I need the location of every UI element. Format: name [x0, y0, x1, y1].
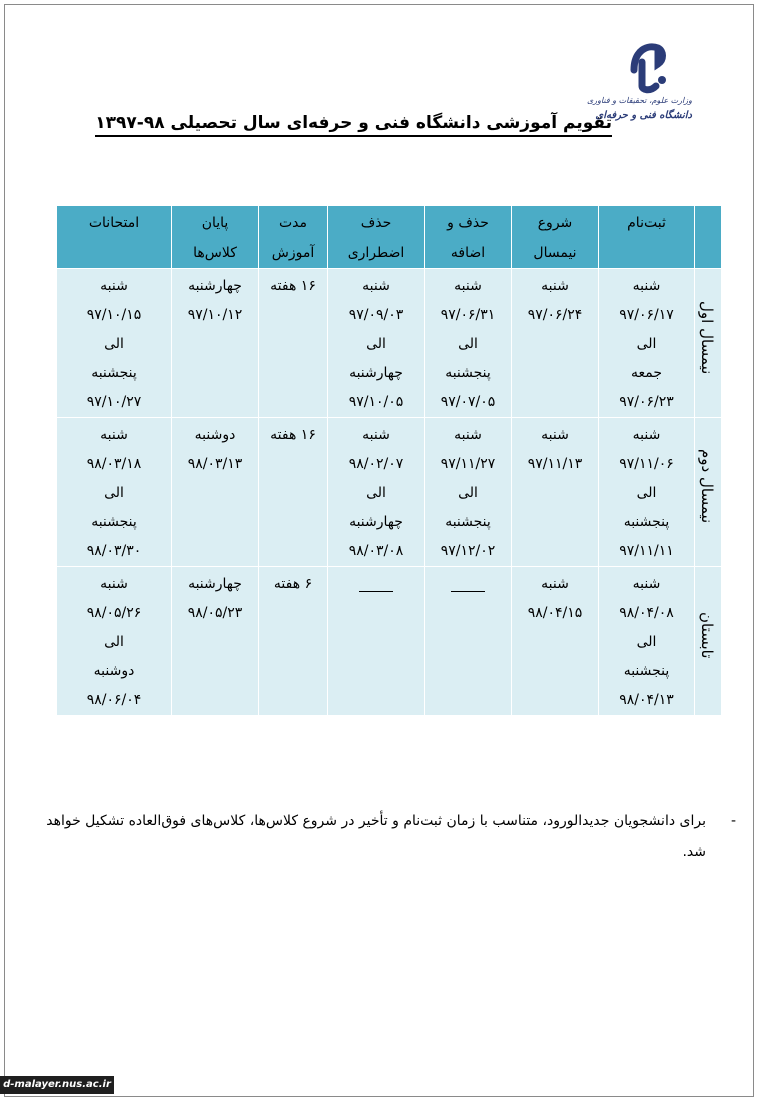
cell-registration	[599, 567, 695, 716]
cell-add-drop	[425, 418, 512, 567]
header-line: حذف و	[447, 215, 489, 231]
header-add-drop	[425, 206, 512, 269]
empty-dash	[359, 591, 393, 592]
cell-classes-end	[172, 269, 259, 418]
cell-duration	[259, 418, 328, 567]
row-label-cell	[695, 567, 722, 716]
cell-semester-start	[512, 567, 599, 716]
header-line: امتحانات	[88, 215, 140, 231]
cell-line: ۹۸/۰۳/۱۸	[86, 456, 142, 472]
header-line: شروع	[537, 215, 573, 231]
header-registration	[599, 206, 695, 269]
header-line: پایان	[201, 215, 229, 231]
row-label-cell	[695, 418, 722, 567]
header-line: نیمسال	[533, 245, 577, 261]
footer-url-badge: d-malayer.nus.ac.ir	[0, 1076, 114, 1094]
header-line: کلاس‌ها	[193, 245, 237, 261]
header-line: مدت	[278, 215, 308, 231]
university-logo	[587, 40, 692, 132]
cell-line: ۹۷/۰۶/۲۳	[619, 394, 674, 410]
cell-line: ۹۷/۱۱/۱۳	[527, 456, 583, 472]
cell-line: ۹۸/۰۳/۱۳	[187, 456, 243, 472]
cell-line: الی	[366, 485, 386, 501]
cell-line: دوشنبه	[194, 427, 236, 443]
cell-line: شنبه	[362, 427, 390, 443]
header-exams	[57, 206, 172, 269]
cell-line: الی	[366, 336, 386, 352]
page-title: تقویم آموزشی دانشگاه فنی و حرفه‌ای سال تحصیلی ۹۸-۱۳۹۷	[95, 113, 612, 137]
empty-dash	[451, 591, 485, 592]
cell-line: ۹۷/۰۶/۳۱	[440, 307, 496, 323]
row-label: نیمسال دوم	[698, 449, 716, 524]
cell-line: ۹۷/۰۶/۲۴	[527, 307, 583, 323]
logo-ministry-text: وزارت علوم، تحقیقات و فناوری	[587, 96, 692, 105]
cell-exams	[57, 269, 172, 418]
cell-exams	[57, 418, 172, 567]
cell-line: پنجشنبه	[91, 365, 137, 381]
header-classes-end	[172, 206, 259, 269]
cell-line: شنبه	[541, 278, 569, 294]
cell-classes-end	[172, 418, 259, 567]
cell-line: ۹۷/۱۰/۲۷	[86, 394, 142, 410]
cell-line: پنجشنبه	[623, 514, 670, 530]
cell-line: ۹۸/۰۴/۱۳	[619, 692, 674, 708]
cell-line: شنبه	[541, 576, 569, 592]
row-label: نیمسال اول	[698, 300, 716, 375]
cell-line: شنبه	[100, 278, 128, 294]
cell-exams	[57, 567, 172, 716]
cell-line: چهارشنبه	[349, 514, 403, 530]
cell-line: ۹۸/۰۴/۰۸	[619, 605, 674, 621]
header-semester-start	[512, 206, 599, 269]
header-line: آموزش	[271, 245, 315, 261]
cell-line: ۹۷/۱۰/۱۵	[86, 307, 142, 323]
cell-line: پنجشنبه	[445, 365, 491, 381]
cell-line: الی	[458, 485, 478, 501]
cell-line: ۹۸/۰۵/۲۶	[86, 605, 142, 621]
header-line: اضطراری	[347, 245, 405, 261]
cell-line: الی	[104, 485, 124, 501]
cell-line: الی	[636, 336, 657, 352]
cell-line: پنجشنبه	[445, 514, 491, 530]
row-label-cell	[695, 269, 722, 418]
cell-line: ۹۷/۱۱/۰۶	[619, 456, 674, 472]
cell-registration	[599, 269, 695, 418]
cell-line: ۹۸/۰۵/۲۳	[187, 605, 243, 621]
table-row	[57, 567, 722, 716]
cell-line: شنبه	[632, 427, 661, 443]
row-label: تابستان	[698, 612, 716, 659]
footnote-bullet: -	[730, 813, 736, 829]
cell-classes-end	[172, 567, 259, 716]
table-row	[57, 418, 722, 567]
cell-line: الی	[458, 336, 478, 352]
cell-line: الی	[636, 634, 657, 650]
cell-add-drop	[425, 269, 512, 418]
cell-duration	[259, 567, 328, 716]
cell-line: چهارشنبه	[188, 278, 242, 294]
cell-line: ۹۷/۱۲/۰۲	[440, 543, 496, 559]
cell-line: ۶ هفته	[273, 576, 313, 592]
footnote	[36, 806, 736, 868]
header-duration	[259, 206, 328, 269]
cell-line: شنبه	[632, 576, 661, 592]
cell-line: ۱۶ هفته	[270, 427, 316, 443]
cell-registration	[599, 418, 695, 567]
cell-line: شنبه	[632, 278, 661, 294]
cell-line: ۹۸/۰۶/۰۴	[86, 692, 142, 708]
header-line: حذف	[360, 215, 392, 231]
cell-line: دوشنبه	[93, 663, 135, 679]
cell-line: ۹۸/۰۴/۱۵	[527, 605, 583, 621]
cell-line: ۱۶ هفته	[270, 278, 316, 294]
logo-emblem-icon	[628, 40, 668, 94]
cell-line: چهارشنبه	[188, 576, 242, 592]
cell-line: شنبه	[454, 427, 482, 443]
cell-semester-start	[512, 418, 599, 567]
cell-add-drop	[425, 567, 512, 716]
cell-duration	[259, 269, 328, 418]
cell-line: ۹۸/۰۲/۰۷	[348, 456, 404, 472]
logo-university-text: دانشگاه فنی و حرفه‌ای	[595, 110, 692, 121]
header-emergency-drop	[328, 206, 425, 269]
cell-line: ۹۷/۰۶/۱۷	[619, 307, 674, 323]
cell-line: پنجشنبه	[91, 514, 137, 530]
cell-line: ۹۷/۱۰/۱۲	[187, 307, 243, 323]
cell-semester-start	[512, 269, 599, 418]
cell-line: چهارشنبه	[349, 365, 403, 381]
cell-line: الی	[636, 485, 657, 501]
cell-line: ۹۷/۱۱/۲۷	[440, 456, 496, 472]
cell-line: شنبه	[454, 278, 482, 294]
cell-line: ۹۷/۰۹/۰۳	[348, 307, 404, 323]
cell-line: پنجشنبه	[623, 663, 670, 679]
header-line: اضافه	[450, 245, 486, 261]
cell-line: ۹۷/۱۰/۰۵	[348, 394, 404, 410]
cell-line: ۹۷/۱۱/۱۱	[619, 543, 674, 559]
header-line: ثبت‌نام	[627, 215, 666, 231]
cell-emergency-drop	[328, 418, 425, 567]
table-row	[57, 269, 722, 418]
cell-line: الی	[104, 336, 124, 352]
cell-emergency-drop	[328, 567, 425, 716]
cell-line: شنبه	[100, 576, 128, 592]
cell-line: شنبه	[362, 278, 390, 294]
cell-line: شنبه	[100, 427, 128, 443]
cell-emergency-drop	[328, 269, 425, 418]
cell-line: ۹۷/۰۷/۰۵	[440, 394, 496, 410]
footnote-text: برای دانشجویان جدیدالورود، متناسب با زمان ثبت‌نام و تأخیر در شروع کلاس‌ها، کلاس‌های فوق‌العاده تشکیل خواهد شد.	[46, 813, 706, 860]
cell-line: الی	[104, 634, 124, 650]
academic-calendar-table	[56, 205, 722, 716]
cell-line: ۹۸/۰۳/۳۰	[86, 543, 142, 559]
cell-line: شنبه	[541, 427, 569, 443]
table-header-row	[57, 206, 722, 269]
cell-line: جمعه	[630, 365, 662, 381]
cell-line: ۹۸/۰۳/۰۸	[348, 543, 404, 559]
header-corner-cell	[695, 206, 722, 269]
